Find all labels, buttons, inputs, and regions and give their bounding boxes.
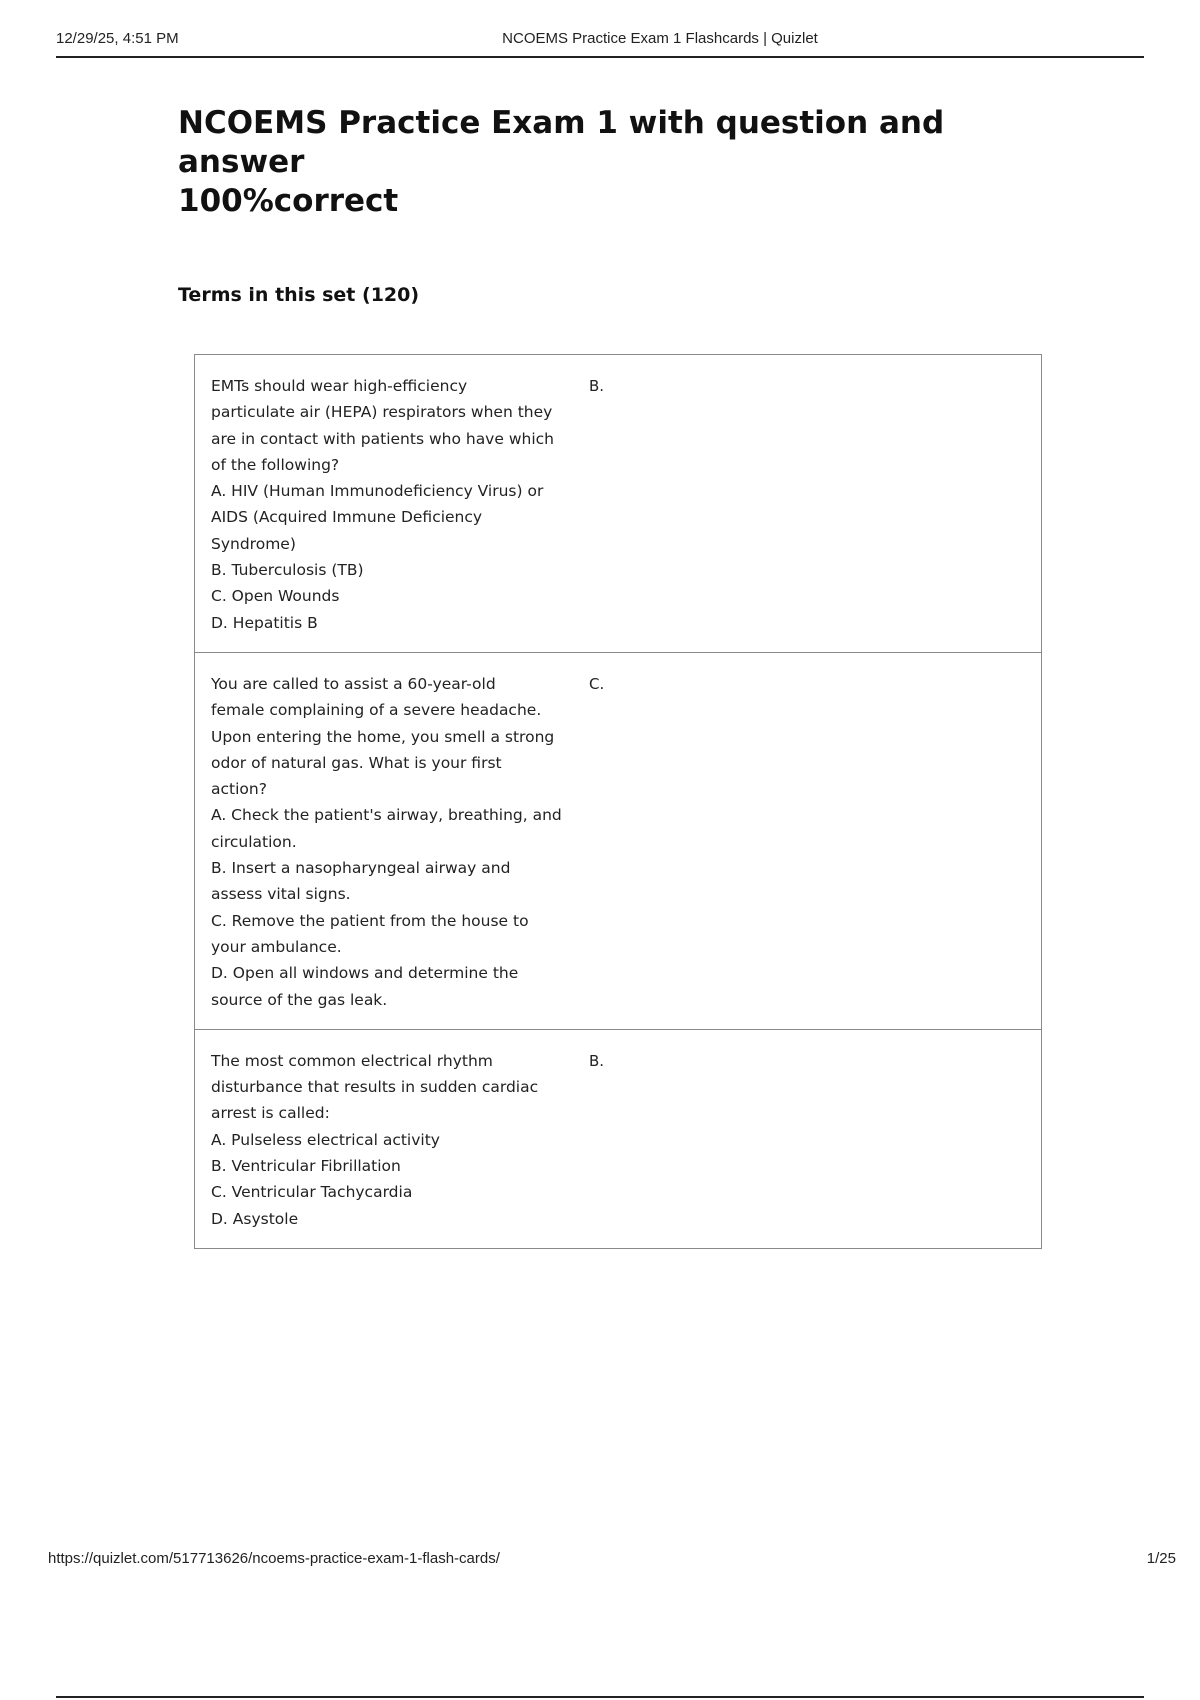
print-datetime: 12/29/25, 4:51 PM <box>56 30 179 47</box>
print-header <box>56 26 1144 58</box>
document-title-line-1: NCOEMS Practice Exam 1 with question and answer <box>178 105 945 180</box>
term-line: A. Check the patient's airway, breathing, and <box>211 806 562 825</box>
document-title <box>178 104 998 221</box>
term-line: C. Remove the patient from the house to <box>211 911 529 930</box>
term-line: are in contact with patients who have which <box>211 429 554 448</box>
card-definition: B. <box>589 377 605 395</box>
flashcard-list <box>194 354 1042 1249</box>
term-line: female complaining of a severe headache. <box>211 701 542 720</box>
card-definition: C. <box>589 674 605 693</box>
flashcard <box>195 1029 1041 1248</box>
term-line: of the following? <box>211 455 340 474</box>
term-line: B. Tuberculosis (TB) <box>211 561 364 580</box>
term-line: You are called to assist a 60-year-old <box>211 674 496 693</box>
terms-heading: Terms in this set (120) <box>178 284 420 306</box>
term-line: B. Ventricular Fibrillation <box>211 1157 401 1176</box>
term-line: arrest is called: <box>211 1104 330 1123</box>
term-line: C. Ventricular Tachycardia <box>211 1183 413 1202</box>
term-line: EMTs should wear high-efficiency <box>211 377 468 395</box>
term-line: B. Insert a nasopharyngeal airway and <box>211 859 511 878</box>
term-line: AIDS (Acquired Immune Deficiency <box>211 508 483 527</box>
term-line: A. Pulseless electrical activity <box>211 1130 440 1149</box>
term-line: action? <box>211 780 267 799</box>
term-line: your ambulance. <box>211 937 342 956</box>
card-term <box>211 373 567 636</box>
term-line: circulation. <box>211 832 297 851</box>
term-line: assess vital signs. <box>211 885 351 904</box>
term-line: The most common electrical rhythm <box>211 1051 493 1070</box>
term-line: D. Open all windows and determine the <box>211 964 519 983</box>
term-line: C. Open Wounds <box>211 587 340 606</box>
bottom-divider <box>56 1696 1144 1698</box>
term-line: odor of natural gas. What is your first <box>211 753 502 772</box>
term-line: A. HIV (Human Immunodeficiency Virus) or <box>211 482 544 501</box>
page-number: 1/25 <box>1146 1550 1176 1567</box>
term-line: Syndrome) <box>211 534 296 553</box>
card-term <box>211 1048 567 1232</box>
term-line: D. Hepatitis B <box>211 613 318 632</box>
flashcard <box>195 652 1041 1029</box>
page-url: https://quizlet.com/517713626/ncoems-practice-exam-1-flash-cards/ <box>48 1550 500 1567</box>
term-line: D. Asystole <box>211 1209 299 1228</box>
card-definition: B. <box>589 1051 605 1070</box>
term-line: disturbance that results in sudden cardiac <box>211 1078 539 1097</box>
card-term <box>211 671 567 1013</box>
document-title-line-2: 100%correct <box>178 183 399 219</box>
term-line: particulate air (HEPA) respirators when they <box>211 403 553 422</box>
flashcard <box>195 355 1041 652</box>
term-line: Upon entering the home, you smell a strong <box>211 727 555 746</box>
print-page-title: NCOEMS Practice Exam 1 Flashcards | Quizlet <box>502 30 818 47</box>
term-line: source of the gas leak. <box>211 990 388 1009</box>
